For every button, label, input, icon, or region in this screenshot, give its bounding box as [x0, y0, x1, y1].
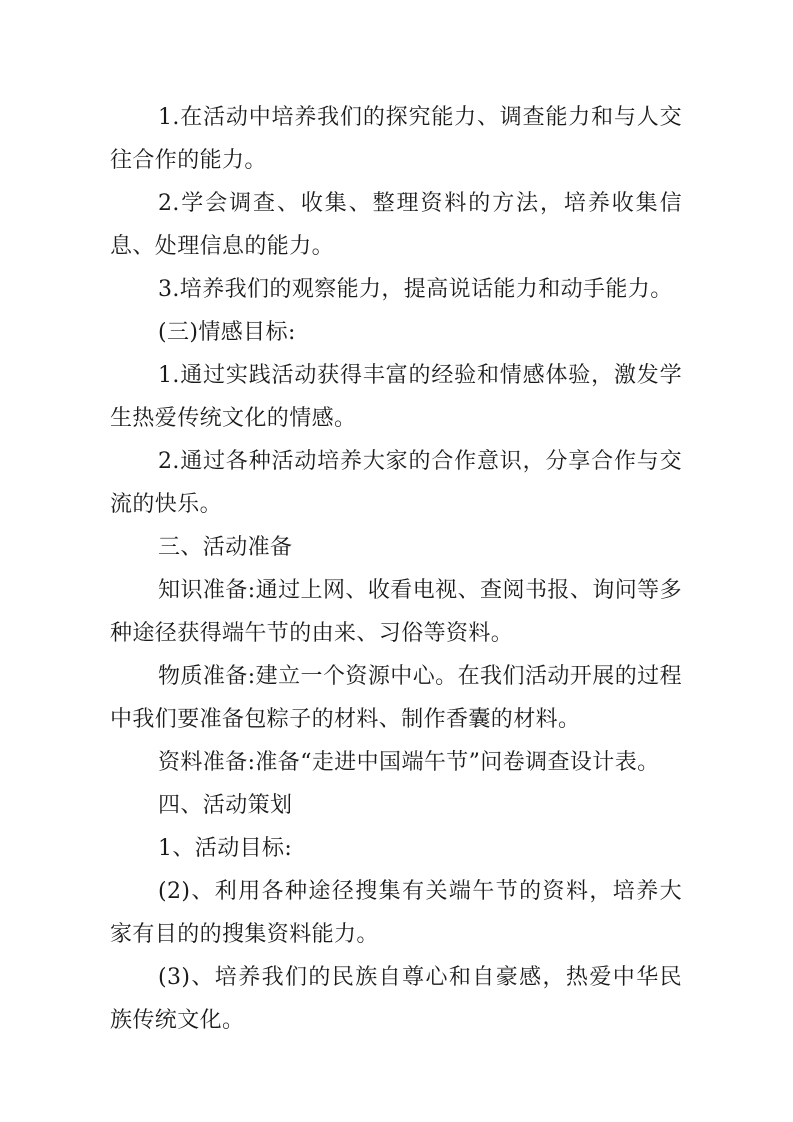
paragraph-ability-goal-2: 2.学会调查、收集、整理资料的方法，培养收集信息、处理信息的能力。 [110, 191, 682, 259]
paragraph-activity-goal-3: (3)、培养我们的民族自尊心和自豪感，热爱中华民族传统文化。 [110, 965, 682, 1033]
paragraph-emotion-goal-1: 1.通过实践活动获得丰富的经验和情感体验，激发学生热爱传统文化的情感。 [110, 363, 682, 431]
document-body [110, 96, 682, 1042]
paragraph-ability-goal-1: 1.在活动中培养我们的探究能力、调查能力和与人交往合作的能力。 [110, 105, 682, 173]
paragraph-material-preparation: 物质准备:建立一个资源中心。在我们活动开展的过程中我们要准备包粽子的材料、制作香囊的材料。 [110, 664, 682, 732]
heading-activity-goals: 1、活动目标: [158, 836, 293, 861]
paragraph-activity-goal-2: (2)、利用各种途径搜集有关端午节的资料，培养大家有目的的搜集资料能力。 [110, 879, 682, 947]
paragraph-emotion-goal-2: 2.通过各种活动培养大家的合作意识，分享合作与交流的快乐。 [110, 449, 682, 517]
paragraph-ability-goal-3: 3.培养我们的观察能力，提高说话能力和动手能力。 [158, 277, 673, 302]
paragraph-resource-preparation: 资料准备:准备“走进中国端午节”问卷调查设计表。 [158, 750, 660, 775]
heading-activity-preparation: 三、活动准备 [158, 535, 293, 560]
heading-emotion-goals: (三)情感目标: [158, 320, 296, 345]
paragraph-knowledge-preparation: 知识准备:通过上网、收看电视、查阅书报、询问等多种途径获得端午节的由来、习俗等资料。 [110, 578, 682, 646]
heading-activity-planning: 四、活动策划 [158, 793, 293, 818]
